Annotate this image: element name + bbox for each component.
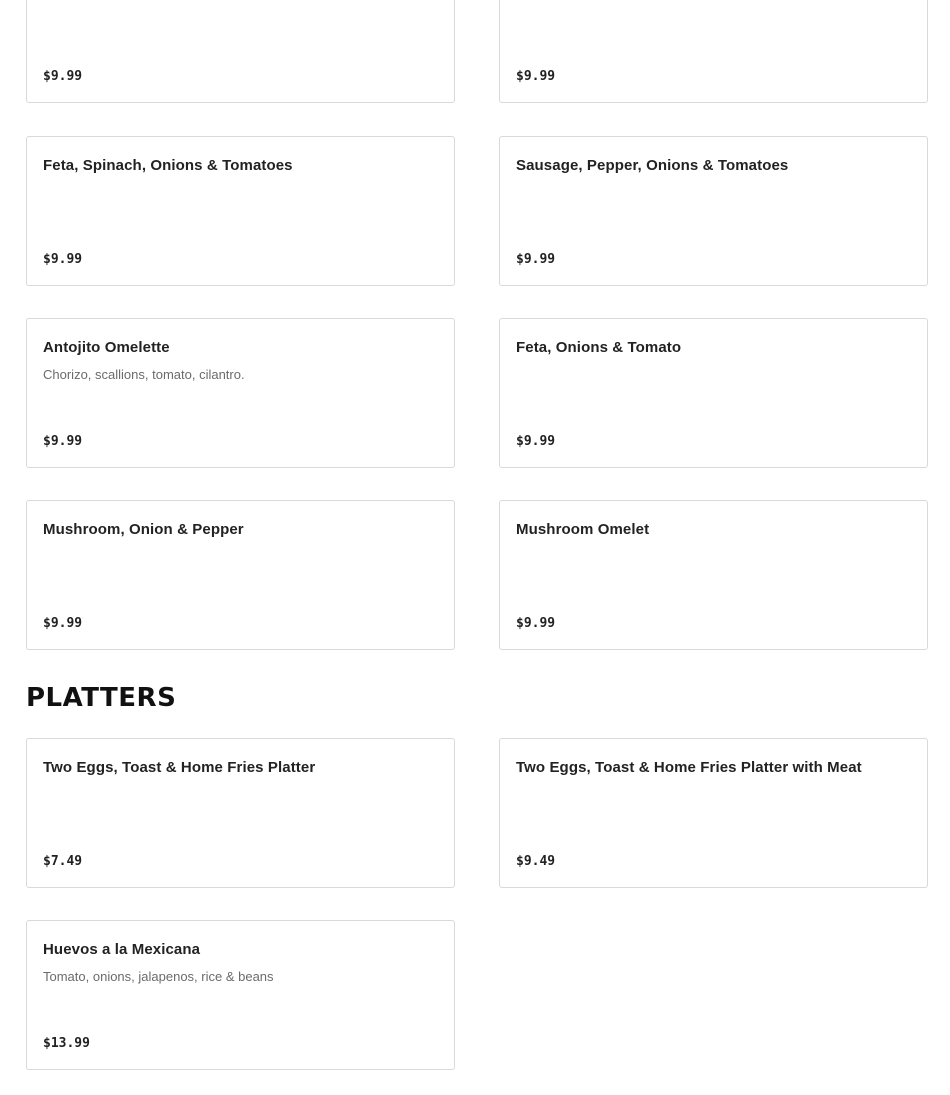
menu-item-price: $13.99 <box>43 1036 90 1051</box>
menu-item-description: Chorizo, scallions, tomato, cilantro. <box>43 367 245 382</box>
menu-item-card[interactable] <box>499 0 928 103</box>
menu-item-name: Feta, Spinach, Onions & Tomatoes <box>43 157 293 174</box>
menu-item-card[interactable] <box>499 318 928 468</box>
menu-item-card[interactable] <box>26 0 455 103</box>
menu-item-card[interactable] <box>499 136 928 286</box>
menu-item-card[interactable] <box>26 318 455 468</box>
menu-item-card[interactable] <box>26 500 455 650</box>
menu-item-name: Sausage, Pepper, Onions & Tomatoes <box>516 157 789 174</box>
menu-item-price: $9.99 <box>43 69 83 84</box>
menu-item-price: $9.99 <box>43 616 83 631</box>
menu-item-name: Two Eggs, Toast & Home Fries Platter <box>43 759 316 776</box>
menu-item-name: Feta, Onions & Tomato <box>516 339 682 356</box>
menu-item-name: Mushroom Omelet <box>516 521 650 538</box>
menu-item-name: Two Eggs, Toast & Home Fries Platter with Meat <box>516 759 862 776</box>
menu-item-name: Antojito Omelette <box>43 339 170 356</box>
menu-item-card[interactable] <box>499 500 928 650</box>
menu-item-card[interactable] <box>26 738 455 888</box>
menu-item-name: Mushroom, Onion & Pepper <box>43 521 244 538</box>
menu-item-price: $9.99 <box>43 252 83 267</box>
menu-item-price: $9.99 <box>516 69 556 84</box>
menu-item-price: $9.99 <box>516 616 556 631</box>
menu-item-card[interactable] <box>499 738 928 888</box>
menu-item-price: $7.49 <box>43 854 83 869</box>
menu-item-card[interactable] <box>26 136 455 286</box>
menu-item-card[interactable] <box>26 920 455 1070</box>
menu-item-description: Tomato, onions, jalapenos, rice & beans <box>43 969 274 984</box>
menu-item-price: $9.99 <box>43 434 83 449</box>
menu-item-price: $9.99 <box>516 252 556 267</box>
menu-item-name: Huevos a la Mexicana <box>43 941 201 958</box>
menu-item-price: $9.49 <box>516 854 556 869</box>
menu-item-price: $9.99 <box>516 434 556 449</box>
section-title-platters: PLATTERS <box>26 683 177 713</box>
